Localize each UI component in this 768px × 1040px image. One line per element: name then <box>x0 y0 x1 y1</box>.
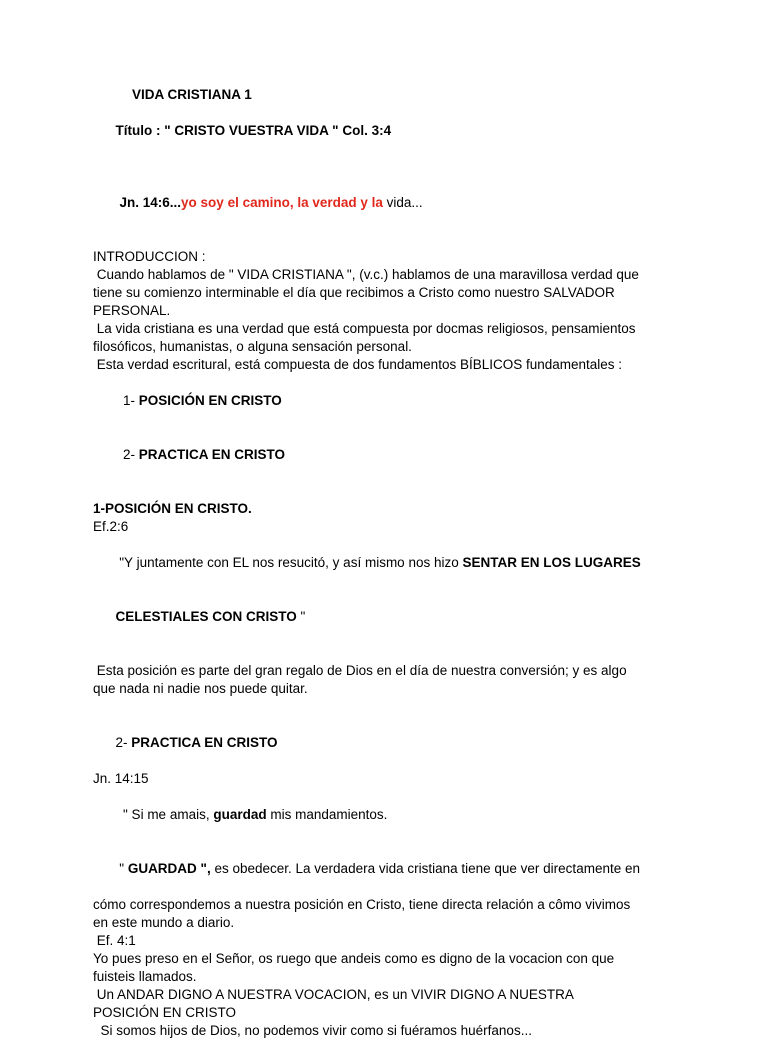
subtitle-quote: " CRISTO VUESTRA VIDA " Col. 3:4 <box>164 123 392 138</box>
quote-text: " <box>296 609 306 624</box>
list-item <box>93 428 683 482</box>
key-verse-rest: vida... <box>382 195 423 210</box>
quote-text: "Y juntamente con EL nos resucitó, y así mismo nos hizo <box>115 555 463 570</box>
section1-paragraph-line: Esta posición es parte del gran regalo de Dios en el día de nuestra conversión; y es algo <box>93 663 627 678</box>
verse-text: mis mandamientos. <box>266 807 388 822</box>
intro-paragraph-line: filosóficos, humanistas, o alguna sensación personal. <box>93 339 412 354</box>
intro-paragraph-line: La vida cristiana es una verdad que está compuesta por docmas religiosos, pensamientos <box>93 321 636 336</box>
section2-heading-number: 2- <box>115 735 132 750</box>
intro-paragraph-line: Cuando hablamos de " VIDA CRISTIANA ", (v.c.) hablamos de una maravillosa verdad que <box>93 267 639 282</box>
section2-closing-line: Un ANDAR DIGNO A NUESTRA VOCACION, es un VIVIR DIGNO A NUESTRA <box>93 987 574 1002</box>
section1-quote-line <box>93 590 683 644</box>
section1-quote-line <box>93 536 683 590</box>
list-item-text: PRACTICA EN CRISTO <box>138 447 286 462</box>
section2-paragraph-line <box>93 842 683 896</box>
list-item <box>93 374 683 428</box>
subtitle-label: Título : <box>115 123 165 138</box>
intro-paragraph-line: tiene su comienzo interminable el día que recibimos a Cristo como nuestro SALVADOR <box>93 285 615 300</box>
section1-paragraph-line: que nada ni nadie nos puede quitar. <box>93 681 308 696</box>
key-verse-ref: Jn. 14:6... <box>119 195 182 210</box>
section2-closing-line: Si somos hijos de Dios, no podemos vivir como si fuéramos huérfanos... <box>93 1023 532 1038</box>
section2-closing-line: POSICIÓN EN CRISTO <box>93 1005 237 1020</box>
section2-verse2-line: fuisteis llamados. <box>93 969 197 984</box>
quote-emphasis: CELESTIALES CON CRISTO <box>115 609 297 624</box>
document-body <box>93 86 683 1040</box>
section2-heading <box>93 716 683 770</box>
document-title: VIDA CRISTIANA 1 <box>132 87 252 102</box>
paragraph-text: " <box>115 861 128 876</box>
list-item-text: POSICIÓN EN CRISTO <box>138 393 282 408</box>
verse-emphasis: guardad <box>213 807 267 822</box>
quote-emphasis: SENTAR EN LOS LUGARES <box>462 555 641 570</box>
paragraph-emphasis: GUARDAD ", <box>127 861 211 876</box>
section2-paragraph-line: en este mundo a diario. <box>93 915 235 930</box>
paragraph-text: es obedecer. La verdadera vida cristiana tiene que ver directamente en <box>210 861 640 876</box>
intro-paragraph-line: PERSONAL. <box>93 303 171 318</box>
section1-ref: Ef.2:6 <box>93 519 129 534</box>
list-item-number: 1- <box>115 393 139 408</box>
verse-text: " Si me amais, <box>115 807 214 822</box>
key-verse <box>93 176 683 230</box>
key-verse-quote: yo soy el camino, la verdad y la <box>181 195 383 210</box>
document-subtitle <box>93 104 683 158</box>
list-item-number: 2- <box>115 447 139 462</box>
intro-heading: INTRODUCCION : <box>93 249 206 264</box>
intro-paragraph-line: Esta verdad escritural, está compuesta de dos fundamentos BÍBLICOS fundamentales : <box>93 357 623 372</box>
section1-heading: 1-POSICIÓN EN CRISTO. <box>93 501 252 516</box>
section2-paragraph-line: cómo correspondemos a nuestra posición en Cristo, tiene directa relación a cômo vivimos <box>93 897 631 912</box>
section2-verse2-line: Yo pues preso en el Señor, os ruego que andeis como es digno de la vocacion con que <box>93 951 615 966</box>
section2-ref: Jn. 14:15 <box>93 771 149 786</box>
section2-verse-line <box>93 788 683 842</box>
section2-heading-text: PRACTICA EN CRISTO <box>131 735 278 750</box>
section2-ref2: Ef. 4:1 <box>93 933 136 948</box>
